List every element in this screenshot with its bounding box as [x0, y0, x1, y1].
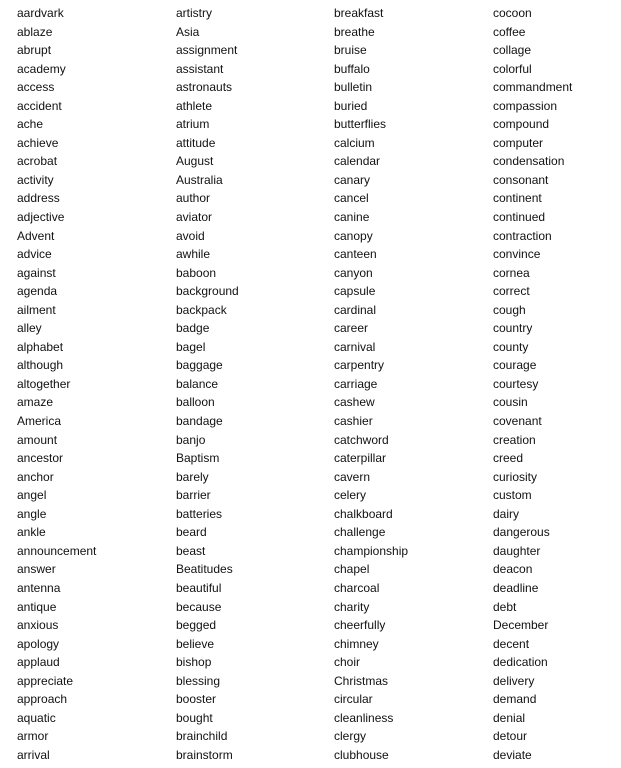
word-item: dangerous	[493, 525, 550, 540]
word-item: bought	[176, 710, 213, 725]
word-item: acrobat	[17, 154, 58, 169]
word-item: abrupt	[17, 43, 52, 58]
word-item: atrium	[176, 117, 210, 132]
word-item: Australia	[176, 172, 223, 187]
word-item: cashier	[334, 414, 373, 429]
word-item: cousin	[493, 395, 528, 410]
word-list-grid	[0, 4, 621, 764]
word-item: aquatic	[17, 710, 56, 725]
word-item: beautiful	[176, 580, 222, 595]
word-item: avoid	[176, 228, 205, 243]
word-item: country	[493, 321, 533, 336]
word-item: continent	[493, 191, 542, 206]
word-item: buried	[334, 98, 368, 113]
word-item: chimney	[334, 636, 379, 651]
word-item: ancestor	[17, 451, 64, 466]
word-item: applaud	[17, 655, 60, 670]
word-item: aviator	[176, 210, 213, 225]
word-item: dedication	[493, 655, 548, 670]
word-item: canteen	[334, 247, 377, 262]
word-item: antenna	[17, 580, 61, 595]
word-item: blessing	[176, 673, 221, 688]
word-item: baggage	[176, 358, 223, 373]
word-item: Beatitudes	[176, 562, 233, 577]
word-item: academy	[17, 61, 66, 76]
word-item: chalkboard	[334, 506, 393, 521]
word-item: covenant	[493, 414, 542, 429]
word-item: approach	[17, 692, 68, 707]
word-item: brainstorm	[176, 747, 233, 762]
word-item: Baptism	[176, 451, 220, 466]
word-item: Christmas	[334, 673, 389, 688]
word-item: courage	[493, 358, 537, 373]
word-item: deadline	[493, 580, 539, 595]
word-item: background	[176, 284, 239, 299]
word-item: canopy	[334, 228, 373, 243]
word-item: carpentry	[334, 358, 385, 373]
word-item: carriage	[334, 376, 378, 391]
word-item: against	[17, 265, 56, 280]
word-item: decent	[493, 636, 530, 651]
word-item: catchword	[334, 432, 389, 447]
word-item: because	[176, 599, 222, 614]
word-item: debt	[493, 599, 517, 614]
word-item: creed	[493, 451, 524, 466]
word-item: condensation	[493, 154, 565, 169]
word-item: Advent	[17, 228, 55, 243]
word-item: access	[17, 80, 55, 95]
word-item: compound	[493, 117, 550, 132]
word-item: beast	[176, 543, 206, 558]
word-item: armor	[17, 729, 49, 744]
word-item: clergy	[334, 729, 367, 744]
word-item: creation	[493, 432, 536, 447]
word-item: butterflies	[334, 117, 387, 132]
word-item: clubhouse	[334, 747, 389, 762]
word-item: amaze	[17, 395, 54, 410]
word-item: chapel	[334, 562, 370, 577]
word-item: artistry	[176, 6, 212, 20]
word-item: breakfast	[334, 6, 384, 20]
word-item: bulletin	[334, 80, 373, 95]
word-item: bagel	[176, 339, 206, 354]
word-item: angel	[17, 488, 47, 503]
word-column-2	[176, 4, 239, 764]
word-item: cheerfully	[334, 618, 386, 633]
word-item: achieve	[17, 135, 59, 150]
word-item: commandment	[493, 80, 573, 95]
word-item: curiosity	[493, 469, 538, 484]
word-item: continued	[493, 210, 546, 225]
word-item: county	[493, 339, 529, 354]
word-item: barrier	[176, 488, 211, 503]
word-item: breathe	[334, 24, 375, 39]
word-item: batteries	[176, 506, 223, 521]
word-item: championship	[334, 543, 409, 558]
word-item: buffalo	[334, 61, 370, 76]
word-item: athlete	[176, 98, 213, 113]
word-item: aardvark	[17, 6, 64, 20]
word-item: compassion	[493, 98, 558, 113]
word-item: answer	[17, 562, 56, 577]
word-item: balance	[176, 376, 219, 391]
word-item: Asia	[176, 24, 200, 39]
word-item: ankle	[17, 525, 46, 540]
word-item: anxious	[17, 618, 59, 633]
word-item: challenge	[334, 525, 386, 540]
word-item: cough	[493, 302, 526, 317]
word-item: author	[176, 191, 211, 206]
word-item: August	[176, 154, 214, 169]
word-item: believe	[176, 636, 215, 651]
word-item: ablaze	[17, 24, 53, 39]
word-item: baboon	[176, 265, 217, 280]
word-item: canary	[334, 172, 371, 187]
word-item: celery	[334, 488, 367, 503]
word-item: bishop	[176, 655, 212, 670]
word-item: consonant	[493, 172, 549, 187]
word-item: correct	[493, 284, 530, 299]
word-item: bandage	[176, 414, 223, 429]
word-item: adjective	[17, 210, 65, 225]
word-item: computer	[493, 135, 544, 150]
word-item: brainchild	[176, 729, 228, 744]
word-item: accident	[17, 98, 62, 113]
word-item: America	[17, 414, 62, 429]
word-item: cavern	[334, 469, 371, 484]
word-item: cashew	[334, 395, 375, 410]
word-item: barely	[176, 469, 209, 484]
word-item: agenda	[17, 284, 58, 299]
word-item: arrival	[17, 747, 50, 762]
word-item: cocoon	[493, 6, 532, 20]
word-item: ailment	[17, 302, 56, 317]
word-item: advice	[17, 247, 52, 262]
word-item: canyon	[334, 265, 373, 280]
word-item: capsule	[334, 284, 376, 299]
word-column-4	[493, 4, 572, 764]
word-item: daughter	[493, 543, 541, 558]
word-item: colorful	[493, 61, 532, 76]
word-item: courtesy	[493, 376, 539, 391]
word-item: angle	[17, 506, 47, 521]
word-item: dairy	[493, 506, 520, 521]
word-item: denial	[493, 710, 526, 725]
word-item: beard	[176, 525, 207, 540]
word-item: calendar	[334, 154, 381, 169]
word-item: collage	[493, 43, 532, 58]
word-item: delivery	[493, 673, 535, 688]
word-item: demand	[493, 692, 537, 707]
word-item: calcium	[334, 135, 375, 150]
word-item: amount	[17, 432, 58, 447]
word-item: although	[17, 358, 64, 373]
word-item: balloon	[176, 395, 215, 410]
word-item: address	[17, 191, 60, 206]
word-item: altogether	[17, 376, 71, 391]
word-item: cardinal	[334, 302, 377, 317]
word-item: astronauts	[176, 80, 233, 95]
word-item: awhile	[176, 247, 211, 262]
word-item: deviate	[493, 747, 532, 762]
word-item: activity	[17, 172, 54, 187]
word-item: appreciate	[17, 673, 74, 688]
word-item: booster	[176, 692, 217, 707]
word-item: convince	[493, 247, 541, 262]
word-item: coffee	[493, 24, 526, 39]
word-item: canine	[334, 210, 370, 225]
word-item: assignment	[176, 43, 238, 58]
word-item: caterpillar	[334, 451, 387, 466]
word-item: announcement	[17, 543, 97, 558]
word-item: cleanliness	[334, 710, 394, 725]
word-item: cornea	[493, 265, 530, 280]
word-item: assistant	[176, 61, 224, 76]
word-item: badge	[176, 321, 210, 336]
word-item: deacon	[493, 562, 533, 577]
word-item: backpack	[176, 302, 227, 317]
word-item: charity	[334, 599, 370, 614]
word-item: detour	[493, 729, 528, 744]
word-item: antique	[17, 599, 57, 614]
word-column-1	[17, 4, 96, 764]
word-item: custom	[493, 488, 532, 503]
word-item: cancel	[334, 191, 369, 206]
word-item: alphabet	[17, 339, 64, 354]
word-item: choir	[334, 655, 361, 670]
word-item: ache	[17, 117, 44, 132]
word-item: apology	[17, 636, 60, 651]
word-item: alley	[17, 321, 42, 336]
word-item: charcoal	[334, 580, 380, 595]
word-item: banjo	[176, 432, 206, 447]
word-item: anchor	[17, 469, 54, 484]
word-item: carnival	[334, 339, 376, 354]
word-item: attitude	[176, 135, 216, 150]
word-item: contraction	[493, 228, 552, 243]
word-item: begged	[176, 618, 217, 633]
word-item: bruise	[334, 43, 367, 58]
word-item: circular	[334, 692, 373, 707]
word-item: December	[493, 618, 549, 633]
word-column-3	[334, 4, 408, 764]
word-item: career	[334, 321, 369, 336]
